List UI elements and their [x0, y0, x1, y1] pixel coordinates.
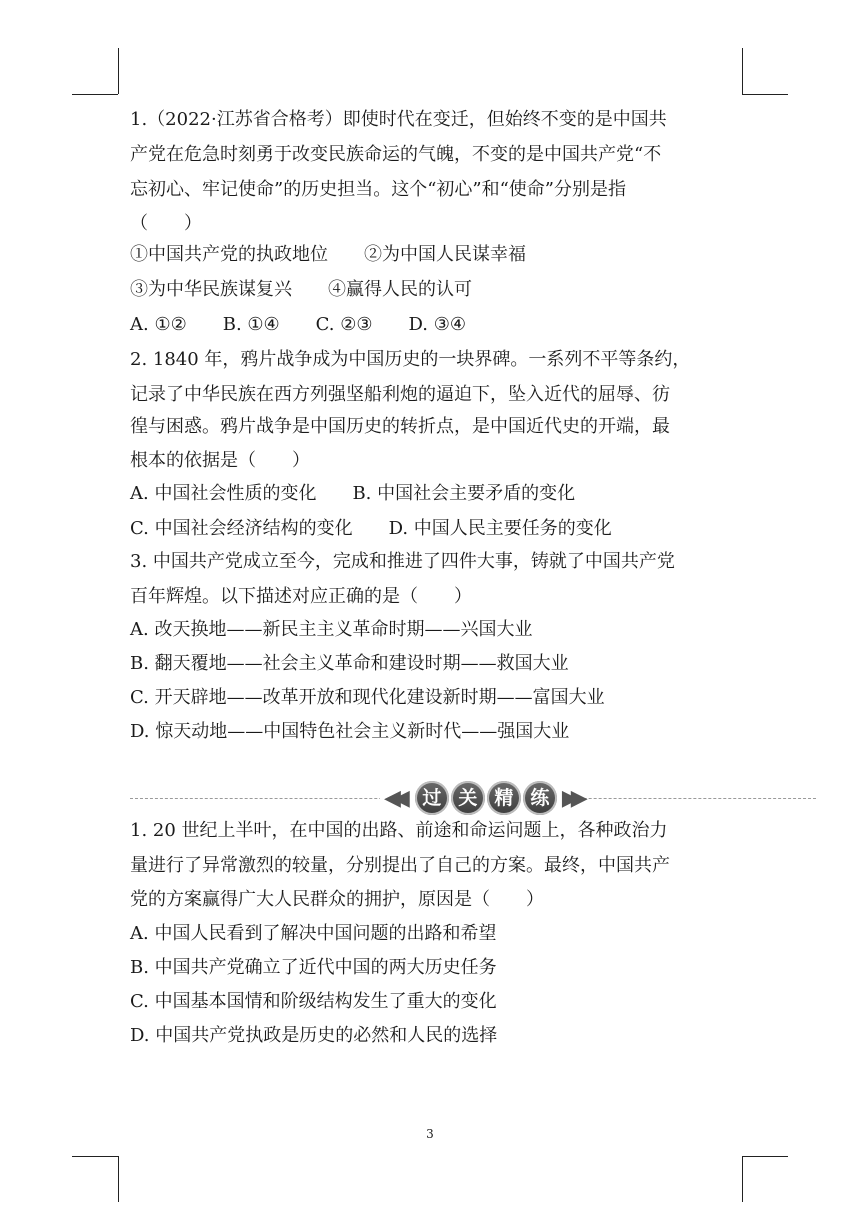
practice-1-option-d: D. 中国共产党执政是历史的必然和人民的选择 — [130, 1025, 498, 1046]
banner-char-4: 练 — [523, 781, 557, 815]
practice-1-line-1: 1. 20 世纪上半叶，在中国的出路、前途和命运问题上，各种政治力 — [130, 820, 668, 841]
question-3-line-2: 百年辉煌。以下描述对应正确的是（ ） — [130, 586, 472, 607]
question-1-options: A. ①② B. ①④ C. ②③ D. ③④ — [130, 314, 467, 335]
crop-mark-bottom-left-horizontal — [72, 1156, 118, 1157]
question-3-option-a: A. 改天换地——新民主主义革命时期——兴国大业 — [130, 619, 533, 640]
practice-1-option-b: B. 中国共产党确立了近代中国的两大历史任务 — [130, 957, 497, 978]
question-1-line-3: 忘初心、牢记使命”的历史担当。这个“初心”和“使命”分别是指 — [130, 179, 627, 200]
section-banner — [380, 779, 584, 817]
question-1-line-2: 产党在危急时刻勇于改变民族命运的气魄，不变的是中国共产党“不 — [130, 144, 662, 165]
question-3-option-c: C. 开天辟地——改革开放和现代化建设新时期——富国大业 — [130, 687, 605, 708]
crop-mark-bottom-right-horizontal — [742, 1156, 788, 1157]
question-1-line-4: （ ） — [130, 213, 202, 234]
page-number: 3 — [426, 1127, 434, 1141]
question-2-line-1: 2. 1840 年，鸦片战争成为中国历史的一块界碑。一系列不平等条约， — [130, 349, 691, 370]
practice-1-option-c: C. 中国基本国情和阶级结构发生了重大的变化 — [130, 991, 497, 1012]
crop-mark-bottom-left-vertical — [118, 1156, 119, 1202]
question-1-statements-1: ①中国共产党的执政地位 ②为中国人民谋幸福 — [130, 244, 526, 265]
practice-1-line-2: 量进行了异常激烈的较量，分别提出了自己的方案。最终，中国共产 — [130, 855, 670, 876]
crop-mark-top-right-vertical — [742, 48, 743, 94]
banner-char-2: 关 — [451, 781, 485, 815]
question-2-options-1: A. 中国社会性质的变化 B. 中国社会主要矛盾的变化 — [130, 483, 576, 504]
question-1-line-1: 1.（2022·江苏省合格考）即使时代在变迁，但始终不变的是中国共 — [130, 109, 667, 130]
crop-mark-top-left-vertical — [118, 48, 119, 94]
question-2-line-4: 根本的依据是（ ） — [130, 450, 310, 471]
practice-1-line-3: 党的方案赢得广大人民群众的拥护，原因是（ ） — [130, 889, 544, 910]
question-2-options-2: C. 中国社会经济结构的变化 D. 中国人民主要任务的变化 — [130, 518, 612, 539]
practice-1-option-a: A. 中国人民看到了解决中国问题的出路和希望 — [130, 923, 497, 944]
chevron-left-icon: ◀◀ — [384, 785, 402, 811]
chevron-right-icon: ▶▶ — [561, 785, 580, 811]
question-3-option-b: B. 翻天覆地——社会主义革命和建设时期——救国大业 — [130, 653, 569, 674]
crop-mark-top-left-horizontal — [72, 94, 118, 95]
question-2-line-3: 徨与困惑。鸦片战争是中国历史的转折点，是中国近代史的开端，最 — [130, 416, 670, 437]
crop-mark-top-right-horizontal — [742, 94, 788, 95]
banner-char-1: 过 — [415, 781, 449, 815]
question-1-statements-2: ③为中华民族谋复兴 ④赢得人民的认可 — [130, 279, 472, 300]
question-3-option-d: D. 惊天动地——中国特色社会主义新时代——强国大业 — [130, 721, 570, 742]
question-2-line-2: 记录了中华民族在西方列强坚船利炮的逼迫下，坠入近代的屈辱、彷 — [130, 384, 670, 405]
banner-char-3: 精 — [487, 781, 521, 815]
crop-mark-bottom-right-vertical — [742, 1156, 743, 1202]
question-3-line-1: 3. 中国共产党成立至今，完成和推进了四件大事，铸就了中国共产党 — [130, 551, 675, 572]
